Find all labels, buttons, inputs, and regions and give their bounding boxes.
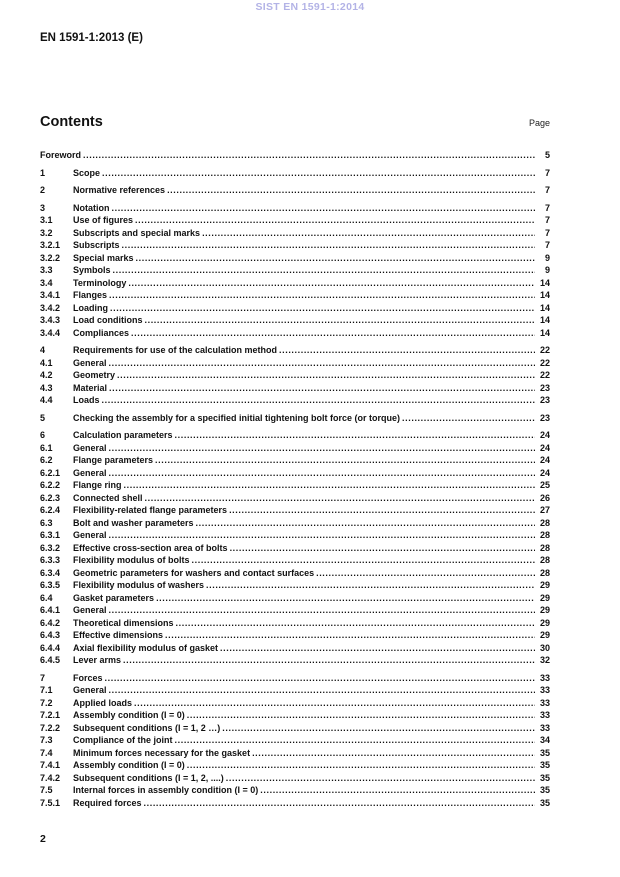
toc-leader-dots bbox=[175, 734, 535, 747]
toc-entry bbox=[40, 227, 550, 240]
toc-entry-page: 28 bbox=[539, 517, 550, 528]
toc-leader-dots bbox=[122, 239, 535, 252]
toc-entry-title: Calculation parameters bbox=[73, 430, 173, 440]
toc-entry bbox=[40, 202, 550, 215]
toc-entry-title: General bbox=[73, 605, 107, 615]
toc-entry-page: 28 bbox=[539, 567, 550, 578]
toc-entry-number: 6.3.2 bbox=[40, 542, 61, 553]
toc-entry-page: 28 bbox=[539, 555, 550, 565]
toc-entry-title: Gasket parameters bbox=[73, 592, 155, 603]
toc-entry-page: 7 bbox=[544, 215, 550, 225]
toc-entry-page: 24 bbox=[539, 467, 550, 478]
toc-entry-number: 7.5.1 bbox=[40, 797, 61, 808]
toc-entry-number: 7.5 bbox=[40, 785, 53, 795]
toc-entry-title: Flexibility modulus of washers bbox=[73, 580, 205, 590]
toc-leader-dots bbox=[136, 252, 535, 265]
toc-leader-dots bbox=[230, 542, 535, 555]
toc-entry-title: Theoretical dimensions bbox=[73, 617, 174, 628]
toc-leader-dots bbox=[192, 554, 535, 567]
toc-leader-dots bbox=[167, 184, 535, 197]
toc-leader-dots bbox=[187, 709, 535, 722]
toc-leader-dots bbox=[109, 289, 535, 302]
toc-entry-number: 6.3.4 bbox=[40, 567, 61, 578]
toc-entry-title: General bbox=[73, 357, 107, 368]
toc-leader-dots bbox=[105, 672, 535, 685]
toc-entry bbox=[40, 394, 550, 407]
toc-entry bbox=[40, 684, 550, 697]
toc-leader-dots bbox=[165, 629, 535, 642]
toc-leader-dots bbox=[109, 467, 535, 480]
table-of-contents bbox=[40, 149, 550, 809]
toc-entry-number: 4.3 bbox=[40, 382, 53, 393]
toc-entry-title: Flange parameters bbox=[73, 455, 154, 465]
toc-entry bbox=[40, 672, 550, 685]
toc-entry-page: 22 bbox=[539, 357, 550, 368]
toc-entry-page: 29 bbox=[539, 617, 550, 628]
toc-entry-page: 35 bbox=[539, 797, 550, 808]
toc-entry-title: Special marks bbox=[73, 252, 134, 263]
toc-entry-title: Bolt and washer parameters bbox=[73, 517, 194, 528]
toc-entry-page: 14 bbox=[539, 302, 550, 313]
toc-leader-dots bbox=[260, 784, 535, 797]
toc-entry bbox=[40, 642, 550, 655]
toc-leader-dots bbox=[109, 529, 535, 542]
toc-entry bbox=[40, 517, 550, 530]
toc-entry bbox=[40, 252, 550, 265]
toc-entry-title: Geometric parameters for washers and contact surfaces bbox=[73, 567, 315, 578]
toc-entry bbox=[40, 529, 550, 542]
toc-entry bbox=[40, 567, 550, 580]
toc-entry-number: 7.2.2 bbox=[40, 722, 61, 733]
toc-entry-number: 6.2.4 bbox=[40, 505, 61, 515]
toc-entry-page: 14 bbox=[539, 290, 550, 300]
toc-entry-number: 3.4.3 bbox=[40, 315, 61, 325]
toc-entry-title: General bbox=[73, 467, 107, 478]
toc-entry-number: 6.3.3 bbox=[40, 555, 61, 565]
toc-entry bbox=[40, 454, 550, 467]
toc-entry-page: 29 bbox=[539, 592, 550, 603]
toc-entry-page: 33 bbox=[539, 710, 550, 720]
toc-entry-title: Minimum forces necessary for the gasket bbox=[73, 747, 251, 758]
toc-entry-number: 4.2 bbox=[40, 370, 53, 380]
toc-entry-number: 3.1 bbox=[40, 215, 53, 225]
toc-entry bbox=[40, 759, 550, 772]
toc-entry-page: 24 bbox=[539, 430, 550, 440]
toc-leader-dots bbox=[117, 369, 535, 382]
toc-entry-number: 3.2 bbox=[40, 227, 53, 238]
toc-entry-title: Loading bbox=[73, 302, 108, 313]
toc-leader-dots bbox=[109, 684, 535, 697]
toc-entry-title: Flexibility-related flange parameters bbox=[73, 505, 228, 515]
toc-entry-title: Forces bbox=[73, 672, 103, 683]
toc-entry bbox=[40, 264, 550, 277]
toc-entry-page: 32 bbox=[539, 655, 550, 665]
toc-entry-title: Terminology bbox=[73, 277, 127, 288]
toc-entry-page: 24 bbox=[539, 455, 550, 465]
toc-entry bbox=[40, 747, 550, 760]
toc-entry-number: 3.2.1 bbox=[40, 240, 61, 250]
contents-header-row bbox=[40, 114, 550, 130]
toc-entry bbox=[40, 214, 550, 227]
toc-entry-page: 35 bbox=[539, 785, 550, 795]
toc-entry-number: 6.3.1 bbox=[40, 530, 61, 540]
toc-entry bbox=[40, 709, 550, 722]
toc-entry-title: Effective cross-section area of bolts bbox=[73, 542, 228, 553]
toc-entry-title: Notation bbox=[73, 202, 110, 213]
toc-entry-title: Flange ring bbox=[73, 480, 122, 490]
toc-entry-page: 35 bbox=[539, 772, 550, 783]
toc-entry-title: Foreword bbox=[40, 150, 82, 160]
toc-leader-dots bbox=[176, 617, 535, 630]
toc-entry bbox=[40, 617, 550, 630]
toc-leader-dots bbox=[206, 579, 535, 592]
toc-entry bbox=[40, 479, 550, 492]
toc-leader-dots bbox=[128, 277, 535, 290]
toc-entry-number: 6.3 bbox=[40, 517, 53, 528]
toc-entry-number: 2 bbox=[40, 185, 46, 195]
toc-entry-page: 14 bbox=[539, 315, 550, 325]
toc-entry-number: 6.4.1 bbox=[40, 605, 61, 615]
toc-leader-dots bbox=[124, 479, 535, 492]
toc-entry-page: 25 bbox=[539, 480, 550, 490]
toc-entry bbox=[40, 467, 550, 480]
toc-entry-number: 6.2.2 bbox=[40, 480, 61, 490]
toc-entry bbox=[40, 239, 550, 252]
toc-entry-page: 33 bbox=[539, 722, 550, 733]
toc-entry bbox=[40, 369, 550, 382]
toc-entry bbox=[40, 442, 550, 455]
toc-entry bbox=[40, 654, 550, 667]
toc-entry-title: Symbols bbox=[73, 265, 111, 275]
toc-leader-dots bbox=[220, 642, 535, 655]
toc-entry bbox=[40, 382, 550, 395]
toc-entry-number: 5 bbox=[40, 412, 46, 423]
toc-leader-dots bbox=[113, 264, 535, 277]
toc-leader-dots bbox=[110, 302, 535, 315]
toc-entry-number: 7.4.1 bbox=[40, 760, 61, 770]
toc-entry-number: 3.4.2 bbox=[40, 302, 61, 313]
toc-entry-title: Subsequent conditions (I = 1, 2, ....) bbox=[73, 772, 224, 783]
page-column-label: Page bbox=[528, 118, 550, 128]
toc-entry-page: 24 bbox=[539, 442, 550, 453]
toc-entry-number: 3 bbox=[40, 202, 46, 213]
toc-entry-page: 29 bbox=[539, 580, 550, 590]
toc-entry bbox=[40, 554, 550, 567]
toc-entry bbox=[40, 344, 550, 357]
toc-entry-number: 6.2 bbox=[40, 455, 53, 465]
toc-entry-title: Axial flexibility modulus of gasket bbox=[73, 642, 219, 653]
toc-entry-page: 7 bbox=[544, 240, 550, 250]
toc-entry-page: 7 bbox=[544, 202, 550, 213]
toc-entry-page: 14 bbox=[539, 327, 550, 338]
toc-entry bbox=[40, 492, 550, 505]
toc-leader-dots bbox=[279, 344, 535, 357]
toc-entry-title: Use of figures bbox=[73, 215, 134, 225]
toc-entry-title: Effective dimensions bbox=[73, 630, 164, 640]
toc-entry-title: Subscripts and special marks bbox=[73, 227, 201, 238]
toc-entry-page: 30 bbox=[539, 642, 550, 653]
toc-leader-dots bbox=[175, 429, 535, 442]
toc-entry-page: 7 bbox=[544, 227, 550, 238]
toc-leader-dots bbox=[145, 492, 535, 505]
toc-leader-dots bbox=[131, 327, 535, 340]
toc-entry-number: 3.3 bbox=[40, 265, 53, 275]
toc-entry bbox=[40, 184, 550, 197]
toc-entry-title: General bbox=[73, 442, 107, 453]
toc-entry-page: 29 bbox=[539, 630, 550, 640]
toc-leader-dots bbox=[109, 382, 535, 395]
toc-leader-dots bbox=[83, 149, 535, 162]
toc-entry bbox=[40, 604, 550, 617]
toc-entry-page: 33 bbox=[539, 697, 550, 708]
toc-entry-title: Required forces bbox=[73, 797, 142, 808]
toc-entry-page: 34 bbox=[539, 735, 550, 745]
toc-entry-title: Compliances bbox=[73, 327, 130, 338]
toc-entry bbox=[40, 592, 550, 605]
toc-entry-page: 22 bbox=[539, 345, 550, 355]
toc-entry-title: General bbox=[73, 685, 107, 695]
toc-leader-dots bbox=[229, 504, 535, 517]
toc-entry-number: 6.4 bbox=[40, 592, 53, 603]
toc-entry-number: 7.2 bbox=[40, 697, 53, 708]
toc-entry-number: 6.1 bbox=[40, 442, 53, 453]
toc-leader-dots bbox=[109, 357, 535, 370]
toc-entry bbox=[40, 734, 550, 747]
toc-entry bbox=[40, 327, 550, 340]
toc-entry-page: 35 bbox=[539, 760, 550, 770]
toc-entry bbox=[40, 629, 550, 642]
toc-entry-title: Geometry bbox=[73, 370, 116, 380]
toc-leader-dots bbox=[222, 722, 535, 735]
toc-entry-number: 7.4.2 bbox=[40, 772, 61, 783]
toc-entry-page: 26 bbox=[539, 492, 550, 503]
toc-leader-dots bbox=[144, 797, 535, 810]
toc-entry-page: 23 bbox=[539, 395, 550, 405]
toc-entry-number: 4 bbox=[40, 345, 46, 355]
toc-entry-number: 7 bbox=[40, 672, 46, 683]
toc-entry bbox=[40, 357, 550, 370]
toc-entry bbox=[40, 542, 550, 555]
toc-leader-dots bbox=[187, 759, 535, 772]
toc-entry-title: Internal forces in assembly condition (I = 0) bbox=[73, 785, 259, 795]
toc-entry-number: 6 bbox=[40, 430, 46, 440]
toc-entry-title: Assembly condition (I = 0) bbox=[73, 760, 185, 770]
toc-entry-number: 3.4.1 bbox=[40, 290, 61, 300]
toc-entry-page: 7 bbox=[544, 167, 550, 178]
toc-entry-page: 29 bbox=[539, 605, 550, 615]
toc-entry-title: Subsequent conditions (I = 1, 2 …) bbox=[73, 722, 221, 733]
toc-leader-dots bbox=[252, 747, 535, 760]
toc-entry-page: 22 bbox=[539, 370, 550, 380]
toc-entry bbox=[40, 302, 550, 315]
contents-heading: Contents bbox=[40, 114, 103, 130]
toc-entry-page: 14 bbox=[539, 277, 550, 288]
toc-entry-title: General bbox=[73, 530, 107, 540]
toc-entry-number: 3.2.2 bbox=[40, 252, 61, 263]
toc-entry-page: 7 bbox=[544, 185, 550, 195]
toc-entry-number: 3.4.4 bbox=[40, 327, 61, 338]
toc-entry-number: 6.2.3 bbox=[40, 492, 61, 503]
toc-leader-dots bbox=[316, 567, 535, 580]
toc-entry-title: Normative references bbox=[73, 185, 166, 195]
toc-entry-number: 1 bbox=[40, 167, 46, 178]
toc-leader-dots bbox=[226, 772, 535, 785]
toc-entry-title: Material bbox=[73, 382, 108, 393]
toc-entry bbox=[40, 289, 550, 302]
toc-entry bbox=[40, 429, 550, 442]
toc-entry-number: 6.4.4 bbox=[40, 642, 61, 653]
toc-leader-dots bbox=[196, 517, 535, 530]
toc-entry-page: 35 bbox=[539, 747, 550, 758]
toc-leader-dots bbox=[102, 394, 535, 407]
toc-entry-page: 27 bbox=[539, 505, 550, 515]
toc-entry-number: 6.2.1 bbox=[40, 467, 61, 478]
toc-entry-number: 4.1 bbox=[40, 357, 53, 368]
toc-entry-title: Lever arms bbox=[73, 655, 122, 665]
toc-entry bbox=[40, 772, 550, 785]
toc-leader-dots bbox=[145, 314, 536, 327]
toc-entry-title: Load conditions bbox=[73, 315, 143, 325]
toc-entry-title: Loads bbox=[73, 395, 100, 405]
toc-entry-page: 28 bbox=[539, 542, 550, 553]
toc-entry-number: 6.3.5 bbox=[40, 580, 61, 590]
toc-leader-dots bbox=[109, 442, 535, 455]
toc-entry-title: Assembly condition (I = 0) bbox=[73, 710, 185, 720]
toc-entry-number: 7.3 bbox=[40, 735, 53, 745]
toc-entry bbox=[40, 797, 550, 810]
toc-leader-dots bbox=[402, 412, 535, 425]
toc-entry bbox=[40, 412, 550, 425]
toc-entry-number: 7.2.1 bbox=[40, 710, 61, 720]
toc-leader-dots bbox=[155, 454, 535, 467]
toc-entry-number: 7.4 bbox=[40, 747, 53, 758]
toc-entry-page: 9 bbox=[544, 265, 550, 275]
toc-entry-title: Flanges bbox=[73, 290, 108, 300]
toc-entry-title: Applied loads bbox=[73, 697, 133, 708]
toc-entry-page: 9 bbox=[544, 252, 550, 263]
toc-leader-dots bbox=[134, 697, 535, 710]
toc-entry-title: Checking the assembly for a specified initial tightening bolt force (or torque) bbox=[73, 412, 401, 423]
sist-watermark-header: SIST EN 1591-1:2014 bbox=[255, 1, 365, 13]
toc-leader-dots bbox=[156, 592, 535, 605]
toc-entry bbox=[40, 314, 550, 327]
toc-entry-title: Compliance of the joint bbox=[73, 735, 173, 745]
toc-entry bbox=[40, 149, 550, 162]
toc-entry-number: 4.4 bbox=[40, 395, 53, 405]
toc-leader-dots bbox=[135, 214, 535, 227]
toc-entry-number: 6.4.5 bbox=[40, 655, 61, 665]
toc-entry-number: 6.4.3 bbox=[40, 630, 61, 640]
toc-entry-title: Requirements for use of the calculation method bbox=[73, 345, 278, 355]
toc-entry bbox=[40, 504, 550, 517]
toc-entry bbox=[40, 784, 550, 797]
toc-entry bbox=[40, 167, 550, 180]
toc-leader-dots bbox=[123, 654, 535, 667]
toc-entry-page: 23 bbox=[539, 382, 550, 393]
toc-leader-dots bbox=[202, 227, 535, 240]
toc-entry bbox=[40, 579, 550, 592]
document-reference: EN 1591-1:2013 (E) bbox=[40, 32, 143, 44]
toc-entry-number: 6.4.2 bbox=[40, 617, 61, 628]
toc-entry-title: Connected shell bbox=[73, 492, 143, 503]
toc-entry-page: 33 bbox=[539, 672, 550, 683]
toc-entry-page: 28 bbox=[539, 530, 550, 540]
toc-entry-page: 5 bbox=[544, 150, 550, 160]
toc-leader-dots bbox=[102, 167, 535, 180]
toc-entry-title: Scope bbox=[73, 167, 101, 178]
toc-entry bbox=[40, 277, 550, 290]
footer-page-number: 2 bbox=[40, 833, 46, 845]
toc-entry-page: 33 bbox=[539, 685, 550, 695]
toc-entry-number: 3.4 bbox=[40, 277, 53, 288]
toc-entry bbox=[40, 722, 550, 735]
toc-entry-title: Subscripts bbox=[73, 240, 120, 250]
toc-entry-page: 23 bbox=[539, 412, 550, 423]
toc-entry-number: 7.1 bbox=[40, 685, 53, 695]
toc-leader-dots bbox=[112, 202, 536, 215]
toc-entry bbox=[40, 697, 550, 710]
toc-leader-dots bbox=[109, 604, 535, 617]
toc-entry-title: Flexibility modulus of bolts bbox=[73, 555, 190, 565]
